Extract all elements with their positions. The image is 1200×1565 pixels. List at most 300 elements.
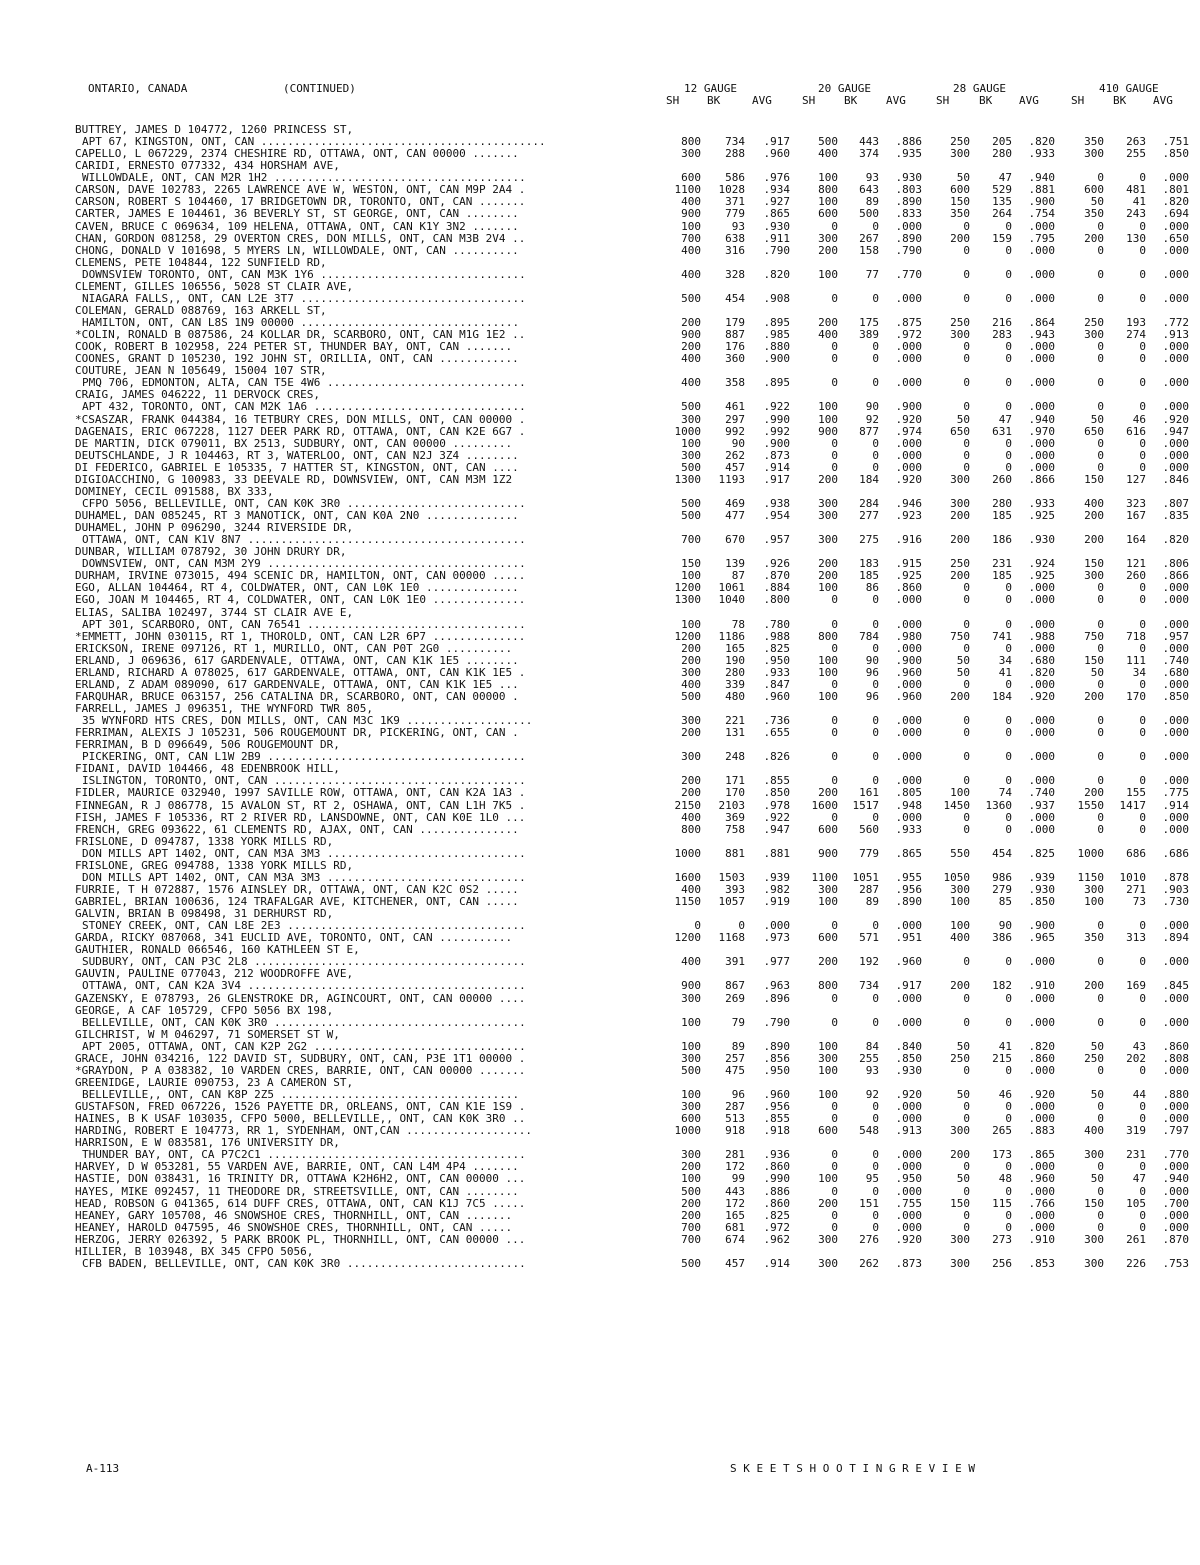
- score-bk-410: 319: [1126, 1124, 1146, 1138]
- score-bk-28: 0: [1005, 617, 1012, 631]
- score-bk-410: 0: [1139, 955, 1146, 969]
- shooter-entry: FINNEGAN, R J 086778, 15 AVALON ST, RT 2, OSHAWA, ONT, CAN L1H 7K5 .: [75, 798, 526, 812]
- score-bk-20: 277: [859, 509, 879, 522]
- list-item: [0, 414, 1200, 426]
- shooter-entry: CFB BADEN, BELLEVILLE, ONT, CAN K0K 3R0 ...........................: [82, 1256, 526, 1270]
- score-sh-410: 300: [1084, 147, 1104, 161]
- score-avg-28: .940: [1028, 171, 1055, 185]
- score-sh-12: 100: [681, 219, 701, 233]
- score-bk-28: 0: [1005, 219, 1012, 233]
- score-avg-28: .883: [1028, 1124, 1055, 1138]
- score-avg-12: .655: [763, 726, 790, 740]
- shooter-entry: FRENCH, GREG 093622, 61 CLEMENTS RD, AJAX, ONT, CAN ...............: [75, 822, 519, 836]
- score-avg-12: .900: [763, 436, 790, 450]
- score-sh-12: 500: [681, 1256, 701, 1270]
- score-bk-410: 0: [1139, 1112, 1146, 1126]
- list-item: [0, 993, 1200, 1005]
- score-avg-410: .846: [1162, 472, 1189, 486]
- score-bk-20: 0: [872, 352, 879, 366]
- score-avg-410: .000: [1162, 436, 1189, 450]
- score-sh-28: 0: [963, 581, 970, 595]
- score-sh-20: 600: [818, 207, 838, 221]
- score-sh-28: 600: [950, 183, 970, 197]
- score-bk-28: 280: [992, 496, 1012, 510]
- score-avg-20: .755: [895, 1196, 922, 1210]
- score-bk-20: 0: [872, 919, 879, 933]
- score-sh-12: 500: [681, 509, 701, 522]
- score-avg-20: .000: [895, 460, 922, 474]
- score-bk-12: 257: [725, 1051, 745, 1065]
- score-avg-28: .766: [1028, 1196, 1055, 1210]
- score-sh-410: 200: [1084, 509, 1104, 522]
- score-avg-28: .000: [1028, 400, 1055, 414]
- score-sh-410: 0: [1097, 436, 1104, 450]
- page-header: [0, 82, 1200, 108]
- score-sh-410: 150: [1084, 557, 1104, 571]
- score-bk-410: 0: [1139, 400, 1146, 414]
- score-bk-410: 0: [1139, 436, 1146, 450]
- score-sh-20: 600: [818, 1124, 838, 1138]
- shooter-entry: FARRELL, JAMES J 096351, THE WYNFORD TWR 805,: [75, 702, 374, 715]
- score-sh-20: 300: [818, 533, 838, 547]
- shooter-entry: DOWNSVIEW, ONT, CAN M3M 2Y9 .......................................: [82, 557, 526, 571]
- score-bk-20: 1517: [852, 798, 879, 812]
- shooter-entry: DI FEDERICO, GABRIEL E 105335, 7 HATTER ST, KINGSTON, ONT, CAN ....: [75, 460, 519, 474]
- score-sh-28: 0: [963, 774, 970, 788]
- shooter-entry: *GRAYDON, P A 038382, 10 VARDEN CRES, BARRIE, ONT, CAN 00000 .......: [75, 1063, 526, 1077]
- score-bk-12: 176: [725, 340, 745, 354]
- score-bk-12: 443: [725, 1184, 745, 1198]
- score-sh-28: 0: [963, 1208, 970, 1222]
- score-avg-20: .000: [895, 593, 922, 607]
- score-sh-12: 500: [681, 689, 701, 703]
- score-sh-28: 0: [963, 352, 970, 366]
- list-item: [0, 1258, 1200, 1270]
- score-avg-410: .000: [1162, 581, 1189, 595]
- score-bk-410: 127: [1126, 472, 1146, 486]
- shooter-entry: WILLOWDALE, ONT, CAN M2R 1H2 ......................................: [82, 171, 526, 185]
- score-bk-12: 339: [725, 677, 745, 691]
- score-sh-20: 300: [818, 1256, 838, 1270]
- score-avg-28: .000: [1028, 340, 1055, 354]
- score-sh-410: 650: [1084, 424, 1104, 438]
- score-bk-20: 96: [865, 689, 879, 703]
- score-avg-28: .939: [1028, 870, 1055, 884]
- score-bk-410: 0: [1139, 677, 1146, 691]
- score-bk-20: 0: [872, 750, 879, 764]
- score-sh-410: 0: [1097, 291, 1104, 305]
- shooter-entry: CHONG, DONALD V 101698, 5 MYERS LN, WILLOWDALE, ONT, CAN ..........: [75, 243, 519, 257]
- shooter-entry: APT 432, TORONTO, ONT, CAN M2K 1A6 ................................: [82, 400, 526, 414]
- score-sh-410: 1150: [1077, 870, 1104, 884]
- score-avg-410: .957: [1162, 629, 1189, 643]
- score-avg-28: .000: [1028, 1015, 1055, 1029]
- score-avg-12: .973: [763, 931, 790, 945]
- score-sh-28: 350: [950, 207, 970, 221]
- score-sh-28: 150: [950, 195, 970, 209]
- score-avg-12: .947: [763, 822, 790, 836]
- score-sh-28: 50: [956, 653, 970, 667]
- score-bk-28: 0: [1005, 460, 1012, 474]
- score-sh-12: 700: [681, 1220, 701, 1234]
- score-avg-12: .957: [763, 533, 790, 547]
- score-bk-28: 0: [1005, 991, 1012, 1005]
- score-bk-410: 274: [1126, 328, 1146, 342]
- shooter-entry: GABRIEL, BRIAN 100636, 124 TRAFALGAR AVE, KITCHENER, ONT, CAN .....: [75, 895, 519, 908]
- score-sh-12: 400: [681, 677, 701, 691]
- score-avg-12: .992: [763, 424, 790, 438]
- score-bk-12: 1028: [718, 183, 745, 197]
- score-bk-28: 47: [998, 171, 1012, 185]
- shooter-entry: STONEY CREEK, ONT, CAN L8E 2E3 ....................................: [82, 919, 526, 933]
- score-avg-20: .000: [895, 1112, 922, 1126]
- score-bk-28: 631: [992, 424, 1012, 438]
- score-bk-28: 159: [992, 231, 1012, 245]
- score-sh-410: 100: [1084, 895, 1104, 908]
- score-bk-410: 0: [1139, 822, 1146, 836]
- col-bk: BK: [979, 94, 993, 107]
- list-item: [0, 221, 1200, 233]
- score-sh-28: 100: [950, 786, 970, 800]
- score-bk-410: 0: [1139, 617, 1146, 631]
- score-sh-28: 0: [963, 1100, 970, 1114]
- shooter-entry: FRISLONE, GREG 094788, 1338 YORK MILLS RD,: [75, 858, 354, 872]
- score-bk-20: 0: [872, 1184, 879, 1198]
- score-avg-20: .000: [895, 1184, 922, 1198]
- score-sh-28: 0: [963, 810, 970, 824]
- score-avg-28: .910: [1028, 979, 1055, 993]
- score-bk-20: 0: [872, 1100, 879, 1114]
- list-item: [0, 607, 1200, 619]
- score-avg-28: .000: [1028, 991, 1055, 1005]
- score-bk-20: 255: [859, 1051, 879, 1065]
- score-avg-410: .775: [1162, 786, 1189, 800]
- score-bk-410: 34: [1132, 665, 1146, 679]
- score-avg-410: .880: [1162, 1088, 1189, 1101]
- score-bk-20: 90: [865, 653, 879, 667]
- score-avg-20: .000: [895, 677, 922, 691]
- score-bk-20: 779: [859, 846, 879, 860]
- score-avg-410: .000: [1162, 376, 1189, 390]
- score-avg-20: .000: [895, 750, 922, 764]
- score-bk-20: 0: [872, 677, 879, 691]
- score-avg-410: .903: [1162, 882, 1189, 896]
- score-bk-20: 0: [872, 460, 879, 474]
- score-sh-28: 0: [963, 448, 970, 462]
- score-bk-410: 0: [1139, 919, 1146, 933]
- score-bk-410: 0: [1139, 774, 1146, 788]
- score-bk-410: 263: [1126, 135, 1146, 149]
- shooter-entry: BUTTREY, JAMES D 104772, 1260 PRINCESS ST,: [75, 123, 354, 136]
- score-sh-12: 400: [681, 955, 701, 969]
- list-item: [0, 401, 1200, 413]
- score-bk-410: 0: [1139, 581, 1146, 595]
- score-bk-12: 360: [725, 352, 745, 366]
- score-avg-20: .890: [895, 895, 922, 908]
- score-bk-12: 867: [725, 979, 745, 993]
- score-bk-28: 1360: [985, 798, 1012, 812]
- score-sh-410: 0: [1097, 267, 1104, 281]
- score-bk-12: 172: [725, 1160, 745, 1174]
- col-sh: SH: [936, 94, 950, 107]
- shooter-entry: NIAGARA FALLS,, ONT, CAN L2E 3T7 ..................................: [82, 291, 526, 305]
- score-sh-28: 0: [963, 955, 970, 969]
- score-sh-12: 0: [694, 919, 701, 933]
- score-avg-410: .000: [1162, 677, 1189, 691]
- score-avg-410: .740: [1162, 653, 1189, 667]
- shooter-entry: HARVEY, D W 053281, 55 VARDEN AVE, BARRIE, ONT, CAN L4M 4P4 .......: [75, 1160, 519, 1174]
- shooter-entry: CARTER, JAMES E 104461, 36 BEVERLY ST, ST GEORGE, ONT, CAN ........: [75, 207, 519, 221]
- score-avg-28: .000: [1028, 822, 1055, 836]
- score-bk-410: 73: [1132, 895, 1146, 908]
- score-bk-20: 784: [859, 629, 879, 643]
- score-bk-20: 0: [872, 436, 879, 450]
- score-bk-12: 248: [725, 750, 745, 764]
- score-avg-12: .873: [763, 448, 790, 462]
- shooter-entry: DIGIOACCHINO, G 100983, 33 DEEVALE RD, DOWNSVIEW, ONT, CAN M3M 1Z2: [75, 472, 513, 486]
- shooter-entry: COLEMAN, GERALD 088769, 163 ARKELL ST,: [75, 303, 327, 317]
- score-avg-12: .950: [763, 1063, 790, 1077]
- score-sh-410: 0: [1097, 955, 1104, 969]
- score-sh-12: 1000: [674, 1124, 701, 1138]
- score-bk-28: 0: [1005, 774, 1012, 788]
- score-avg-12: .918: [763, 1124, 790, 1138]
- score-avg-20: .915: [895, 557, 922, 571]
- score-bk-20: 571: [859, 931, 879, 945]
- score-avg-28: .920: [1028, 689, 1055, 703]
- score-sh-410: 300: [1084, 328, 1104, 342]
- score-avg-20: .000: [895, 291, 922, 305]
- list-item: [0, 1222, 1200, 1234]
- col-sh: SH: [666, 94, 680, 107]
- score-avg-20: .956: [895, 882, 922, 896]
- score-bk-410: 0: [1139, 726, 1146, 740]
- shooter-entry: GREENIDGE, LAURIE 090753, 23 A CAMERON ST,: [75, 1075, 354, 1089]
- score-avg-12: .890: [763, 1039, 790, 1053]
- score-bk-12: 457: [725, 460, 745, 474]
- score-sh-28: 150: [950, 1196, 970, 1210]
- continued-label: (CONTINUED): [283, 82, 356, 95]
- score-bk-410: 243: [1126, 207, 1146, 221]
- score-sh-28: 50: [956, 1039, 970, 1053]
- score-sh-410: 0: [1097, 726, 1104, 740]
- score-sh-12: 400: [681, 810, 701, 824]
- score-avg-410: .730: [1162, 895, 1189, 908]
- score-sh-410: 150: [1084, 472, 1104, 486]
- score-bk-20: 0: [872, 448, 879, 462]
- score-bk-410: 167: [1126, 509, 1146, 522]
- score-bk-12: 586: [725, 171, 745, 185]
- score-sh-410: 150: [1084, 653, 1104, 667]
- score-avg-28: .000: [1028, 376, 1055, 390]
- list-item: [0, 450, 1200, 462]
- gauge-label-28: 28 GAUGE: [953, 82, 1006, 95]
- score-bk-20: 0: [872, 810, 879, 824]
- score-bk-28: 0: [1005, 726, 1012, 740]
- score-bk-28: 215: [992, 1051, 1012, 1065]
- score-avg-12: .908: [763, 291, 790, 305]
- score-bk-410: 481: [1126, 183, 1146, 197]
- score-bk-28: 185: [992, 569, 1012, 583]
- score-bk-28: 0: [1005, 955, 1012, 969]
- score-bk-28: 0: [1005, 1208, 1012, 1222]
- score-bk-12: 0: [738, 919, 745, 933]
- list-item: [0, 643, 1200, 655]
- shooter-entry: HASTIE, DON 038431, 16 TRINITY DR, OTTAWA K2H6H2, ONT, CAN 00000 ...: [75, 1172, 526, 1186]
- score-sh-20: 0: [831, 436, 838, 450]
- score-bk-28: 115: [992, 1196, 1012, 1210]
- score-avg-20: .850: [895, 1051, 922, 1065]
- score-avg-28: .000: [1028, 1100, 1055, 1114]
- score-sh-12: 200: [681, 774, 701, 788]
- score-avg-12: .914: [763, 1256, 790, 1270]
- score-sh-20: 0: [831, 1208, 838, 1222]
- score-bk-20: 0: [872, 593, 879, 607]
- score-sh-20: 400: [818, 328, 838, 342]
- score-sh-12: 400: [681, 243, 701, 257]
- score-avg-12: .884: [763, 581, 790, 595]
- score-avg-12: .960: [763, 689, 790, 703]
- shooter-entry: GRACE, JOHN 034216, 122 DAVID ST, SUDBURY, ONT, CAN, P3E 1T1 00000 .: [75, 1051, 526, 1065]
- score-avg-20: .972: [895, 328, 922, 342]
- shooter-entry: ISLINGTON, TORONTO, ONT, CAN ......................................: [82, 774, 526, 788]
- score-avg-28: .943: [1028, 328, 1055, 342]
- score-avg-410: .000: [1162, 919, 1189, 933]
- score-sh-12: 800: [681, 135, 701, 149]
- list-item: [0, 1041, 1200, 1053]
- score-bk-20: 95: [865, 1172, 879, 1186]
- score-bk-20: 275: [859, 533, 879, 547]
- score-bk-28: 0: [1005, 641, 1012, 655]
- score-bk-28: 0: [1005, 1220, 1012, 1234]
- score-bk-410: 1417: [1119, 798, 1146, 812]
- score-bk-410: 260: [1126, 569, 1146, 583]
- score-avg-12: .930: [763, 219, 790, 233]
- score-sh-28: 400: [950, 931, 970, 945]
- score-avg-28: .000: [1028, 267, 1055, 281]
- score-avg-20: .000: [895, 1148, 922, 1162]
- score-sh-12: 200: [681, 340, 701, 354]
- score-sh-410: 0: [1097, 919, 1104, 933]
- score-sh-410: 0: [1097, 714, 1104, 728]
- score-avg-20: .946: [895, 496, 922, 510]
- shooter-entry: DON MILLS APT 1402, ONT, CAN M3A 3M3 ..............................: [82, 870, 526, 884]
- score-bk-12: 1503: [718, 870, 745, 884]
- score-sh-20: 0: [831, 340, 838, 354]
- score-bk-410: 313: [1126, 931, 1146, 945]
- score-bk-20: 877: [859, 424, 879, 438]
- score-sh-410: 0: [1097, 219, 1104, 233]
- score-bk-28: 90: [998, 919, 1012, 933]
- score-bk-410: 0: [1139, 291, 1146, 305]
- score-avg-28: .860: [1028, 1051, 1055, 1065]
- list-item: [0, 245, 1200, 257]
- score-avg-410: .000: [1162, 1100, 1189, 1114]
- score-sh-12: 1200: [674, 581, 701, 595]
- score-bk-12: 78: [731, 617, 745, 631]
- score-avg-12: .922: [763, 400, 790, 414]
- score-bk-28: 386: [992, 931, 1012, 945]
- score-bk-20: 96: [865, 665, 879, 679]
- score-sh-12: 400: [681, 352, 701, 366]
- score-sh-20: 100: [818, 653, 838, 667]
- score-sh-28: 0: [963, 436, 970, 450]
- score-sh-410: 200: [1084, 231, 1104, 245]
- score-avg-28: .965: [1028, 931, 1055, 945]
- score-bk-12: 139: [725, 557, 745, 571]
- score-sh-20: 0: [831, 1100, 838, 1114]
- score-bk-12: 461: [725, 400, 745, 414]
- shooter-list: [0, 124, 1200, 1270]
- score-sh-410: 350: [1084, 135, 1104, 149]
- score-sh-28: 250: [950, 316, 970, 329]
- score-bk-12: 288: [725, 147, 745, 161]
- score-sh-20: 0: [831, 1015, 838, 1029]
- score-avg-28: .940: [1028, 412, 1055, 426]
- score-bk-410: 226: [1126, 1256, 1146, 1270]
- score-avg-410: .000: [1162, 1015, 1189, 1029]
- shooter-entry: DUHAMEL, DAN 085245, RT 3 MANOTICK, ONT, CAN K0A 2N0 ..............: [75, 509, 519, 522]
- score-avg-20: .974: [895, 424, 922, 438]
- score-sh-410: 0: [1097, 448, 1104, 462]
- score-sh-12: 500: [681, 400, 701, 414]
- score-sh-12: 700: [681, 231, 701, 245]
- score-bk-20: 158: [859, 243, 879, 257]
- score-avg-20: .900: [895, 653, 922, 667]
- score-avg-20: .920: [895, 1088, 922, 1101]
- shooter-entry: CARSON, DAVE 102783, 2265 LAWRENCE AVE W, WESTON, ONT, CAN M9P 2A4 .: [75, 183, 526, 197]
- score-bk-12: 89: [731, 1039, 745, 1053]
- score-bk-28: 0: [1005, 750, 1012, 764]
- score-bk-28: 260: [992, 472, 1012, 486]
- score-sh-20: 300: [818, 509, 838, 522]
- score-sh-28: 250: [950, 1051, 970, 1065]
- score-sh-28: 0: [963, 593, 970, 607]
- score-sh-20: 0: [831, 352, 838, 366]
- score-avg-12: .962: [763, 1232, 790, 1246]
- score-avg-410: .000: [1162, 714, 1189, 728]
- score-avg-28: .754: [1028, 207, 1055, 221]
- score-sh-12: 1600: [674, 870, 701, 884]
- score-bk-12: 779: [725, 207, 745, 221]
- score-sh-20: 0: [831, 219, 838, 233]
- score-bk-28: 0: [1005, 1063, 1012, 1077]
- score-avg-410: .835: [1162, 509, 1189, 522]
- score-sh-12: 200: [681, 786, 701, 800]
- score-sh-20: 300: [818, 882, 838, 896]
- score-bk-12: 918: [725, 1124, 745, 1138]
- score-avg-12: .855: [763, 1112, 790, 1126]
- score-avg-20: .890: [895, 231, 922, 245]
- score-avg-410: .000: [1162, 1063, 1189, 1077]
- score-bk-20: 0: [872, 617, 879, 631]
- score-sh-12: 100: [681, 569, 701, 583]
- score-sh-410: 300: [1084, 1232, 1104, 1246]
- score-bk-28: 280: [992, 147, 1012, 161]
- score-avg-410: .000: [1162, 1112, 1189, 1126]
- score-sh-12: 900: [681, 979, 701, 993]
- score-bk-28: 85: [998, 895, 1012, 908]
- score-avg-410: .807: [1162, 496, 1189, 510]
- score-avg-12: .917: [763, 135, 790, 149]
- score-bk-12: 99: [731, 1172, 745, 1186]
- score-avg-12: .780: [763, 617, 790, 631]
- shooter-entry: EGO, JOAN M 104465, RT 4, COLDWATER, ONT, CAN L0K 1E0 ..............: [75, 593, 526, 607]
- list-item: [0, 800, 1200, 812]
- score-sh-410: 0: [1097, 1160, 1104, 1174]
- score-avg-410: .000: [1162, 400, 1189, 414]
- shooter-entry: FIDLER, MAURICE 032940, 1997 SAVILLE ROW, OTTAWA, ONT, CAN K2A 1A3 .: [75, 786, 526, 800]
